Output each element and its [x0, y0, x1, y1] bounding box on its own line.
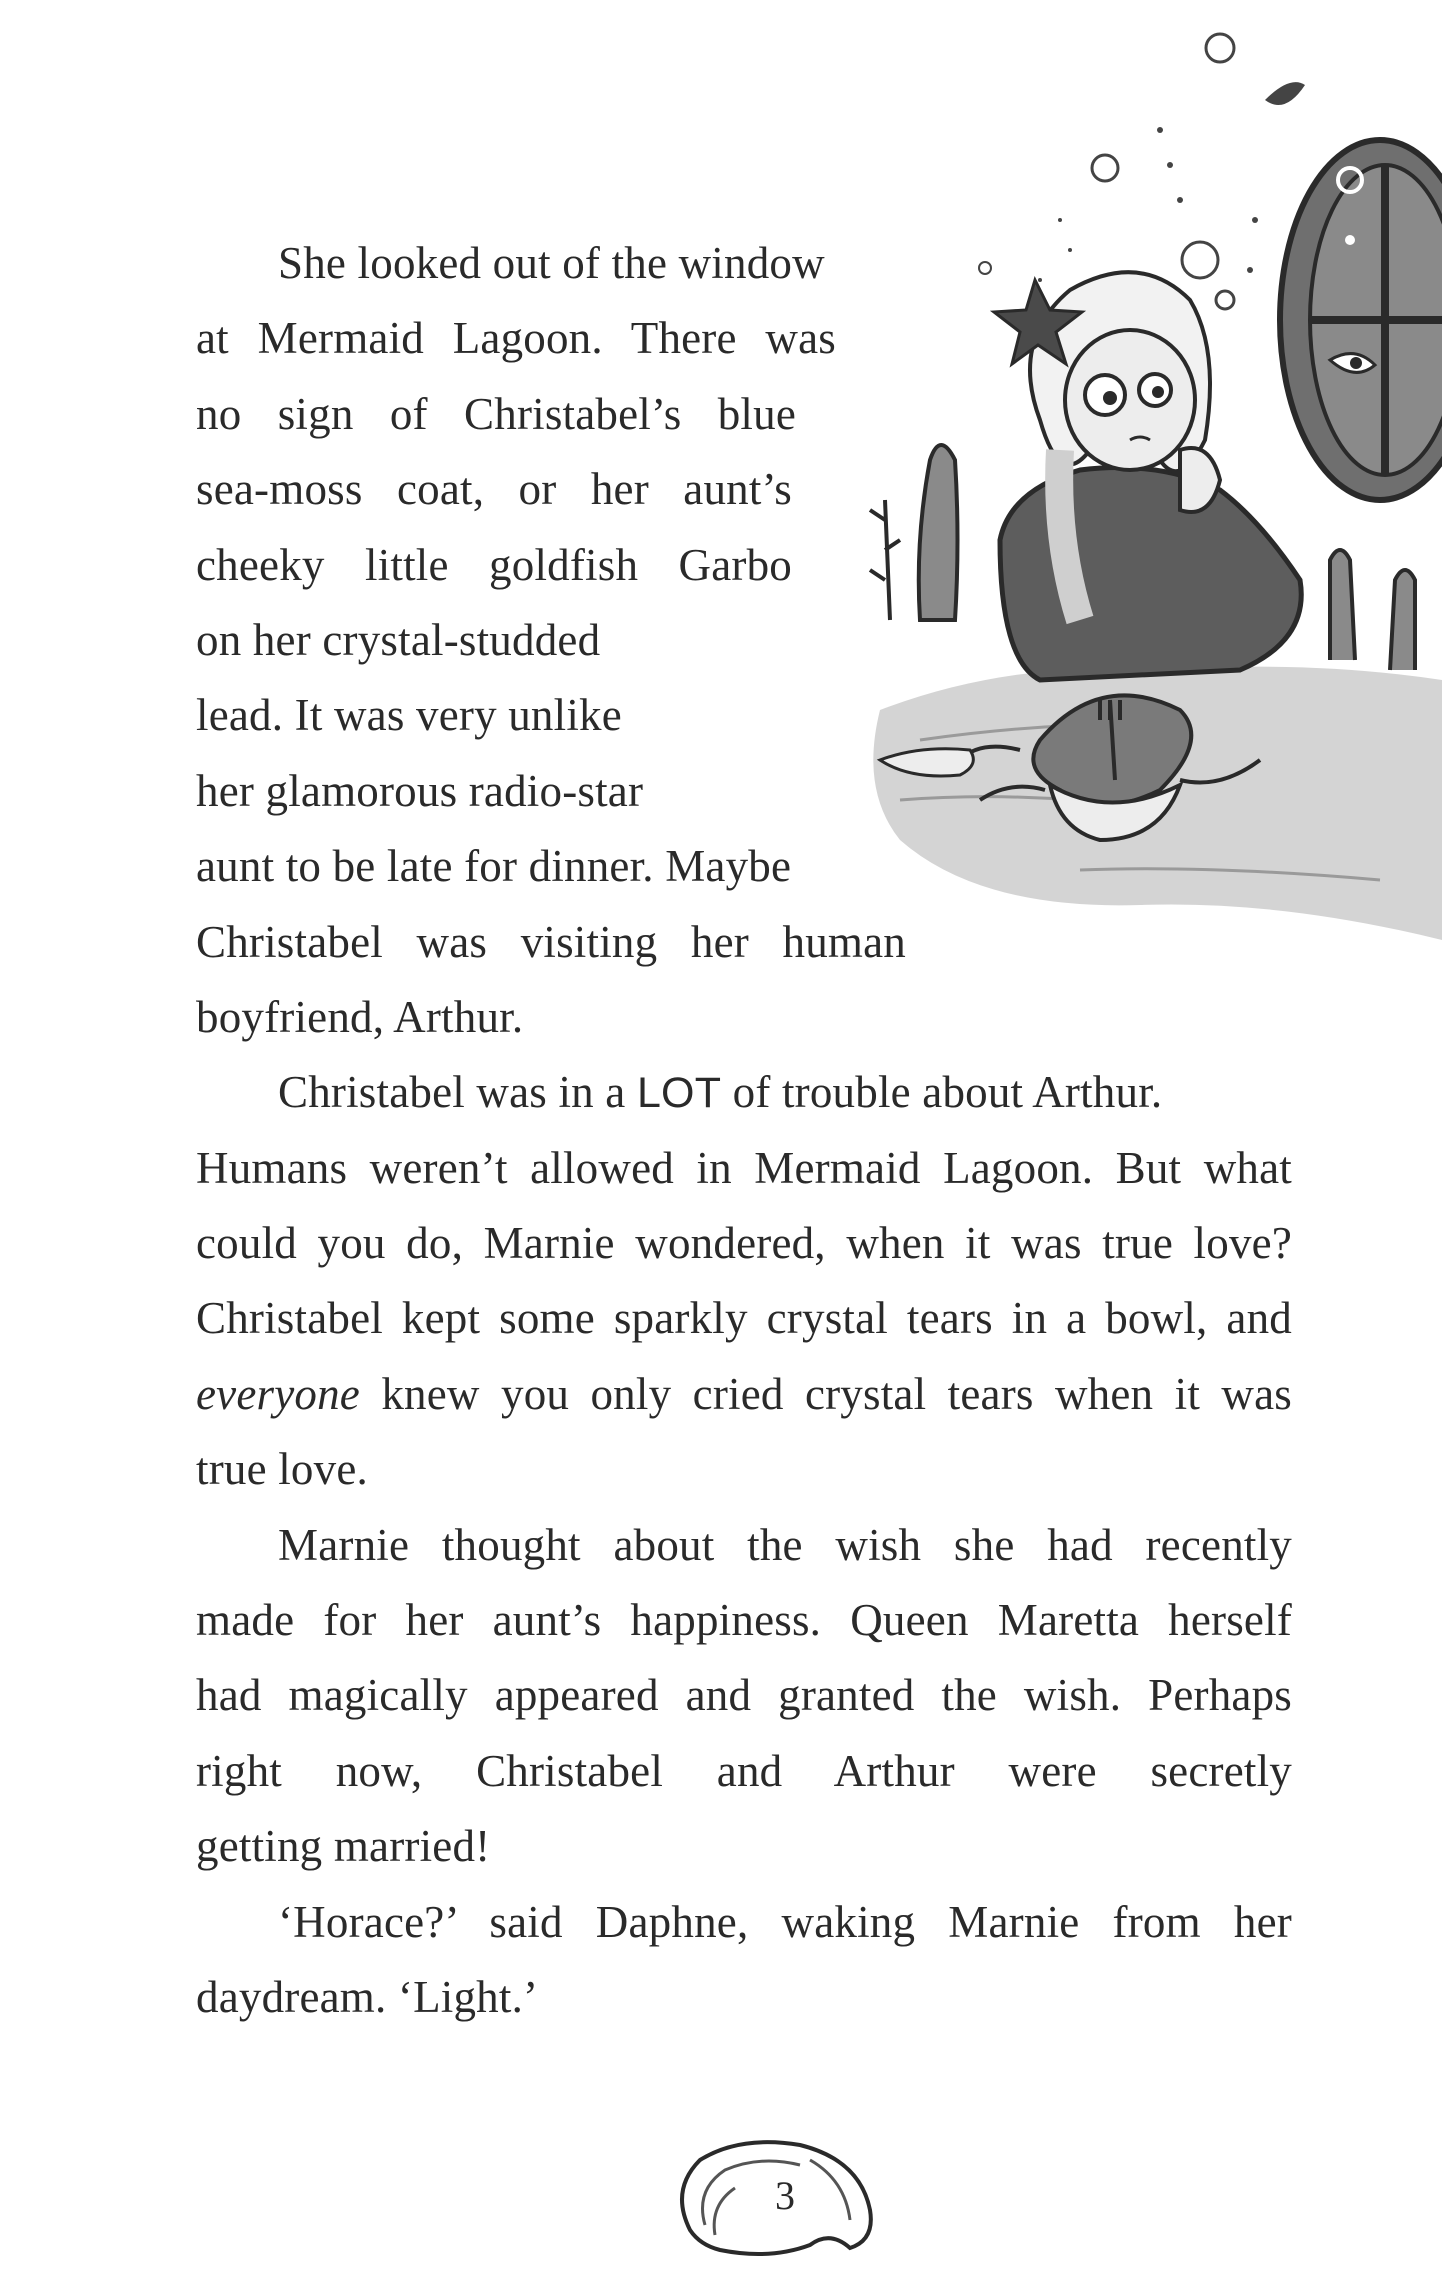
text-line: at Mermaid Lagoon. There was — [196, 313, 836, 364]
page-footer — [660, 2130, 890, 2260]
paragraph-2 — [196, 1055, 1296, 1507]
porthole-window — [1280, 140, 1442, 500]
text-line: sea-moss coat, or her aunt’s — [196, 464, 792, 515]
text-line: on her crystal-studded — [196, 614, 601, 665]
text-line: her glamorous radio-star — [196, 765, 644, 816]
paragraph-1 — [196, 226, 1296, 1055]
text-span: knew you only cried crystal tears when it was — [359, 1368, 1292, 1419]
text-span: Christabel was in a — [278, 1067, 637, 1118]
text-line: could you do, Marnie wondered, when it was true love? — [196, 1218, 1292, 1269]
paragraph-4 — [196, 1885, 1296, 2036]
text-line: aunt to be late for dinner. Maybe — [196, 841, 792, 892]
text-line: no sign of Christabel’s blue — [196, 388, 796, 439]
page-number: 3 — [775, 2172, 795, 2218]
text-line — [196, 1357, 1292, 1432]
text-line: Marnie thought about the wish she had recently — [278, 1519, 1292, 1570]
emphasis-lot: LOT — [636, 1069, 722, 1118]
text-line: Humans weren’t allowed in Mermaid Lagoon. But what — [196, 1142, 1292, 1193]
text-line: made for her aunt’s happiness. Queen Maretta herself — [196, 1595, 1292, 1646]
text-line — [196, 1055, 1296, 1130]
text-line: daydream. ‘Light.’ — [196, 1971, 539, 2022]
text-line: Christabel kept some sparkly crystal tears in a bowl, and — [196, 1293, 1292, 1344]
text-line: true love. — [196, 1444, 368, 1495]
text-line: getting married! — [196, 1821, 491, 1872]
text-line: boyfriend, Arthur. — [196, 991, 524, 1042]
text-line: lead. It was very unlike — [196, 690, 622, 741]
paragraph-3 — [196, 1508, 1296, 1885]
text-line: She looked out of the window — [278, 238, 825, 288]
italic-everyone: everyone — [196, 1368, 360, 1419]
story-text — [196, 226, 1296, 2035]
text-line: right now, Christabel and Arthur were secretly — [196, 1745, 1292, 1796]
text-line: had magically appeared and granted the wish. Perhaps — [196, 1670, 1292, 1721]
text-line: Christabel was visiting her human — [196, 916, 906, 967]
text-line: cheeky little goldfish Garbo — [196, 539, 792, 590]
text-line: ‘Horace?’ said Daphne, waking Marnie from her — [278, 1896, 1292, 1947]
text-span: of trouble about Arthur. — [721, 1067, 1163, 1118]
